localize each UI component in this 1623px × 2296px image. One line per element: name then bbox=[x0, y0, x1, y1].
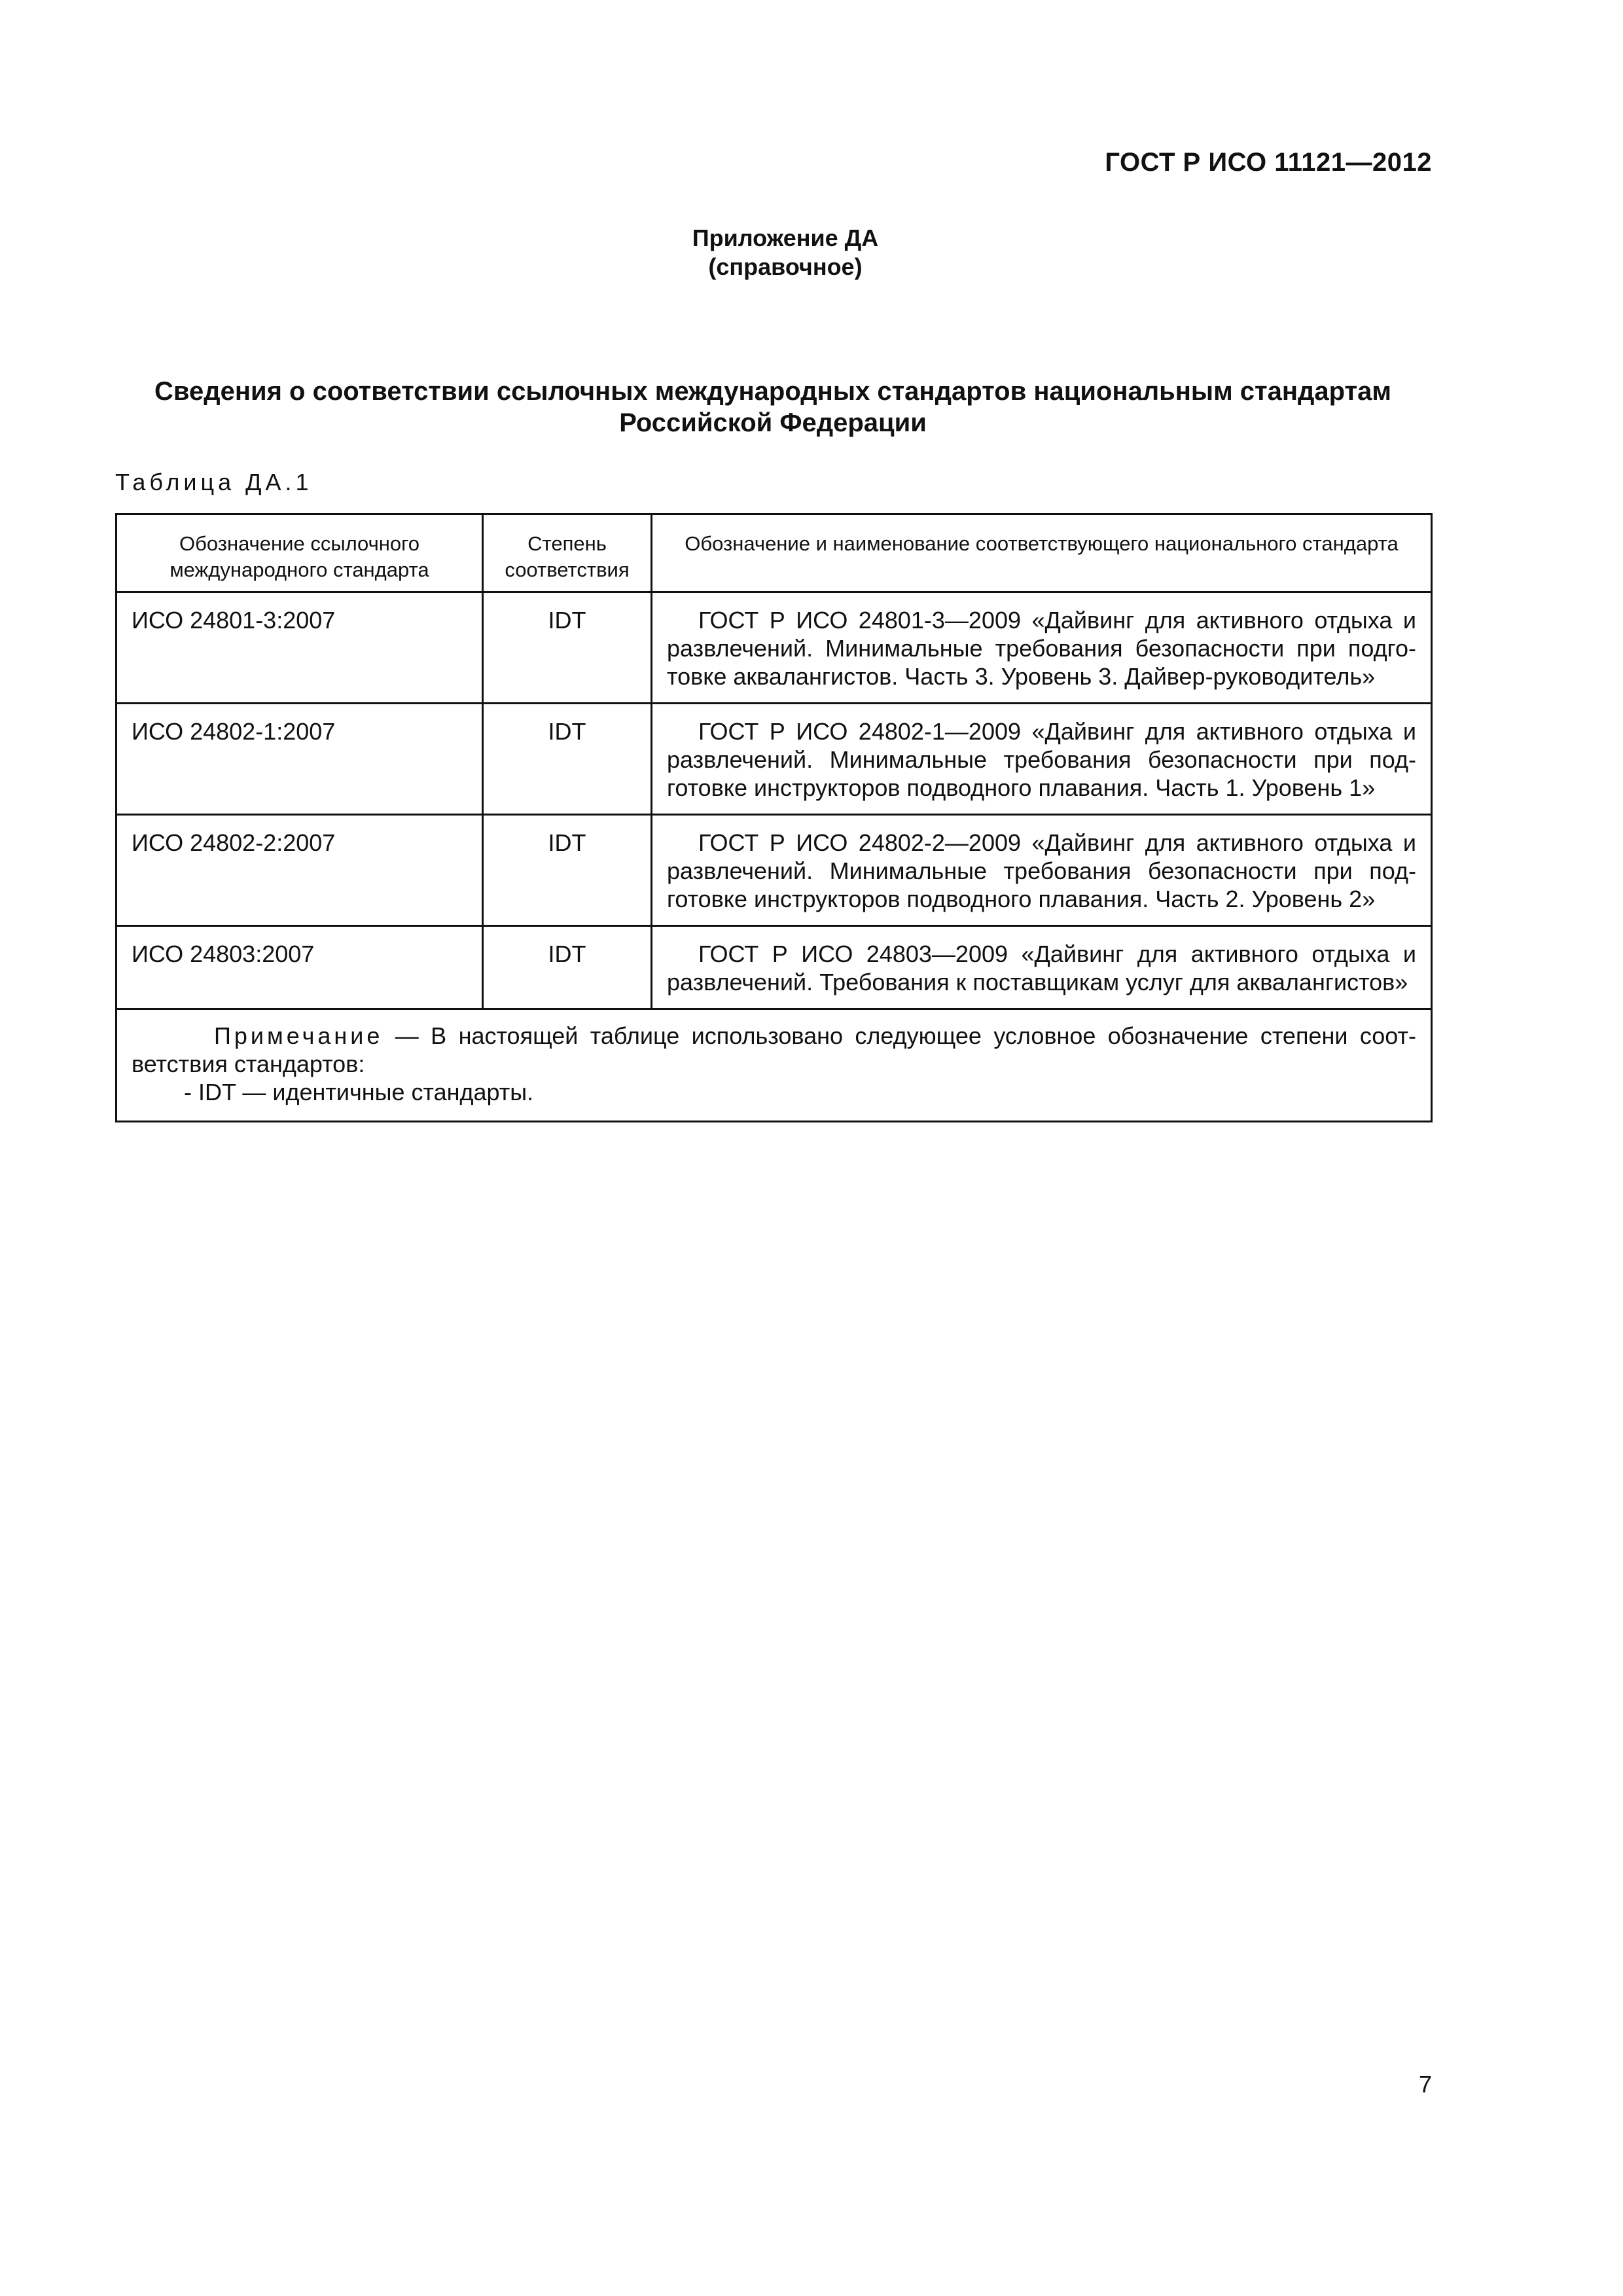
appendix-heading bbox=[0, 224, 1571, 281]
correspondence-table bbox=[115, 513, 1433, 1122]
section-title-line-2: Российской Федерации bbox=[619, 408, 927, 437]
appendix-title: Приложение ДА bbox=[692, 224, 879, 251]
header-intl-standard: Обозначение ссылочного международного стандарта bbox=[116, 514, 483, 592]
cell-intl-standard: ИСО 24802-2:2007 bbox=[116, 815, 483, 926]
cell-degree: IDT bbox=[483, 592, 652, 704]
table-row bbox=[116, 704, 1432, 815]
cell-national-standard: ГОСТ Р ИСО 24802-2—2009 «Дайвинг для активного отдыха и развлечений. Минимальные требования безопасности при подготовке инструкторов подводного плавания. Часть 2. Уровень 2» bbox=[652, 815, 1432, 926]
table-row bbox=[116, 926, 1432, 1009]
cell-national-standard: ГОСТ Р ИСО 24802-1—2009 «Дайвинг для активного отдыха и развлечений. Минимальные требования безопасности при подготовке инструкторов подводного плавания. Часть 1. Уровень 1» bbox=[652, 704, 1432, 815]
section-title bbox=[115, 376, 1431, 439]
cell-intl-standard: ИСО 24801-3:2007 bbox=[116, 592, 483, 704]
cell-intl-standard: ИСО 24803:2007 bbox=[116, 926, 483, 1009]
document-code: ГОСТ Р ИСО 11121—2012 bbox=[1105, 148, 1432, 177]
table-row bbox=[116, 592, 1432, 704]
appendix-subtitle: (справочное) bbox=[708, 253, 863, 280]
cell-degree: IDT bbox=[483, 926, 652, 1009]
note-text bbox=[132, 1022, 1416, 1078]
table-caption: Таблица ДА.1 bbox=[115, 469, 313, 495]
header-national-standard: Обозначение и наименование соответствующего национального стандарта bbox=[652, 514, 1432, 592]
note-label: Примечание bbox=[214, 1022, 383, 1049]
section-title-line-1: Сведения о соответствии ссылочных международных стандартов национальным стандартам bbox=[154, 377, 1391, 406]
cell-national-standard: ГОСТ Р ИСО 24801-3—2009 «Дайвинг для активного отдыха и развлечений. Минимальные требования безопасности при подготовке аквалангистов. Часть 3. Уровень 3. Дайвер-руководитель» bbox=[652, 592, 1432, 704]
table-header-row bbox=[116, 514, 1432, 592]
note-item: - IDT — идентичные стандарты. bbox=[184, 1079, 534, 1105]
cell-national-standard: ГОСТ Р ИСО 24803—2009 «Дайвинг для активного отдыха и развлечений. Требования к поставщикам услуг для аквалангистов» bbox=[652, 926, 1432, 1009]
note-body: — В настоящей таблице использовано следующее условное обозначение степени соответствия стандартов: bbox=[132, 1022, 1416, 1077]
cell-degree: IDT bbox=[483, 815, 652, 926]
header-degree: Степень соответствия bbox=[483, 514, 652, 592]
page-number: 7 bbox=[1418, 2071, 1432, 2098]
cell-degree: IDT bbox=[483, 704, 652, 815]
cell-intl-standard: ИСО 24802-1:2007 bbox=[116, 704, 483, 815]
table-row bbox=[116, 815, 1432, 926]
table-note-row bbox=[116, 1009, 1432, 1122]
table-note bbox=[116, 1009, 1432, 1122]
